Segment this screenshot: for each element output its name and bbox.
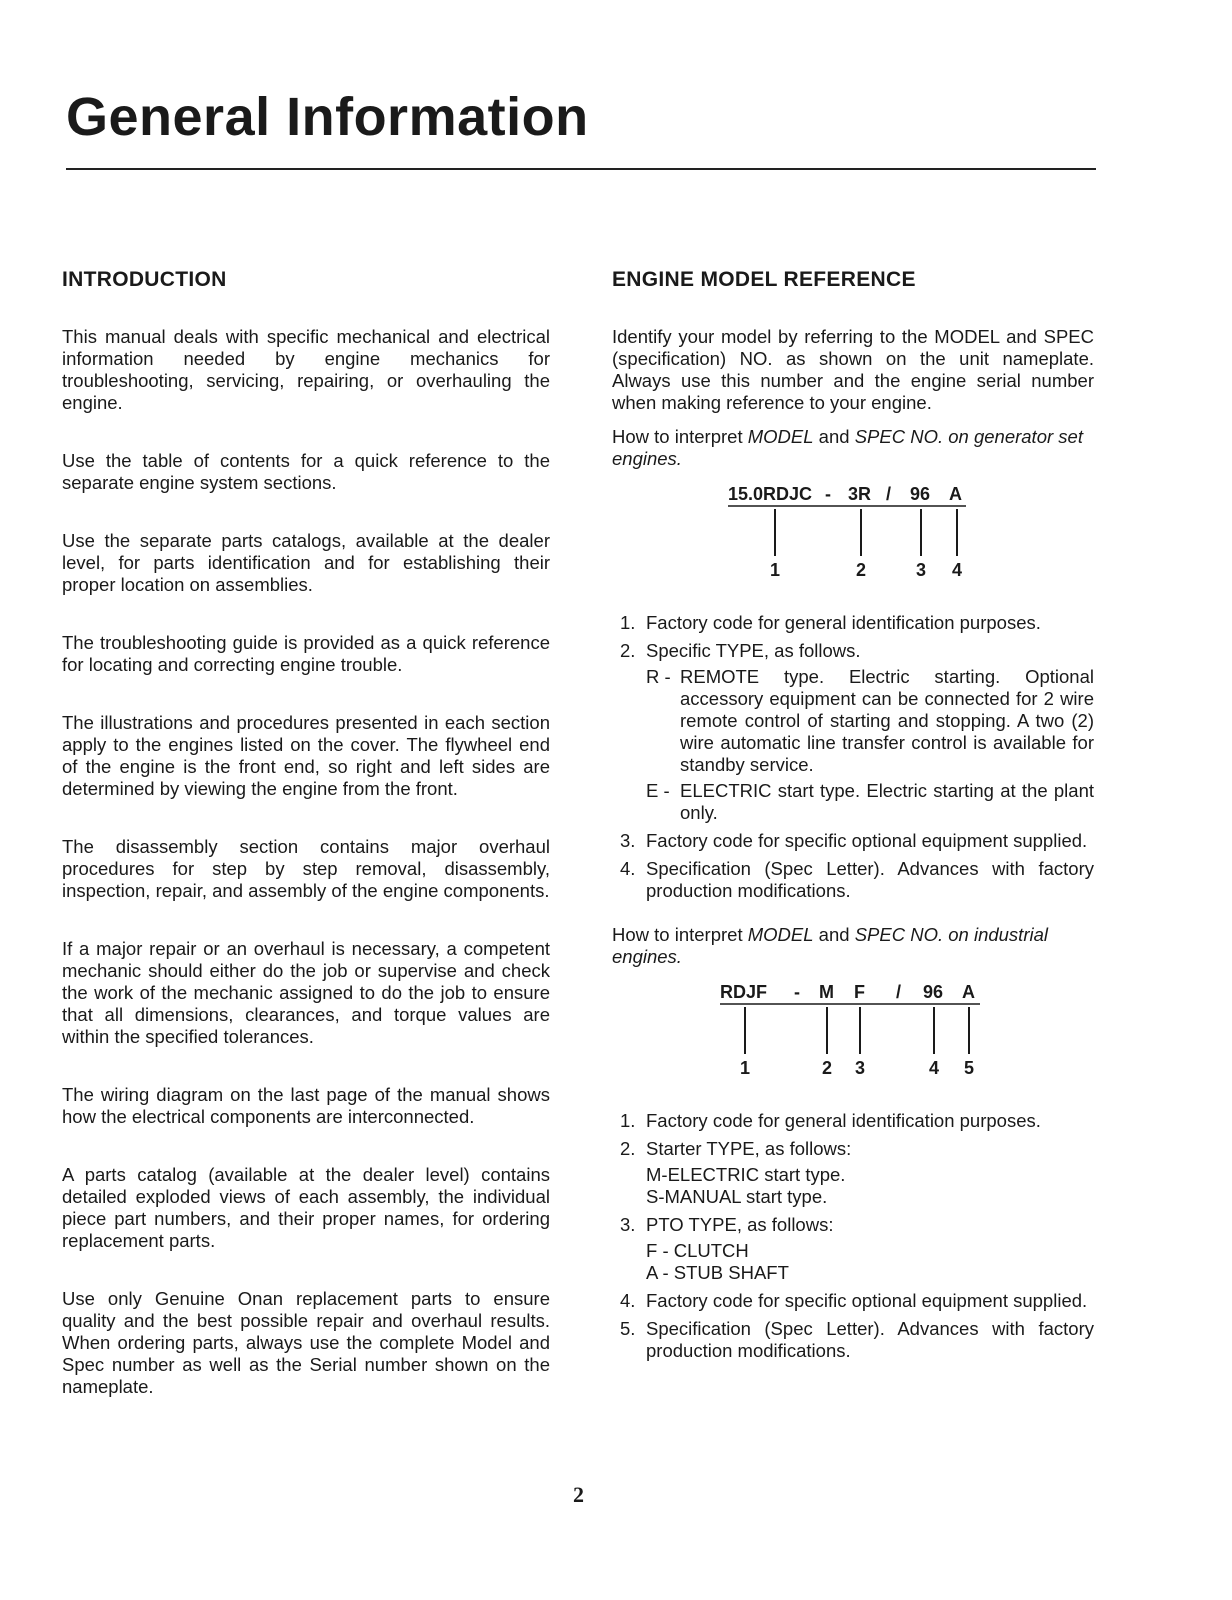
generator-model-diagram — [612, 482, 1094, 594]
engine-model-reference-section — [612, 268, 1094, 1368]
gen-number-3: 3 — [916, 560, 927, 580]
ind-code-part-4: 96 — [923, 982, 944, 1002]
gen-code-part-1: 15.0RDJC — [728, 484, 813, 504]
pto-type-clutch: F - CLUTCH — [646, 1240, 749, 1261]
ind-code-part-3: F — [854, 982, 865, 1002]
intro-paragraph-7: If a major repair or an overhaul is necessary, a competent mechanic should either do the job or supervise and check the work of the mechanic assigned to do the job to ensure that all dimensions, clearances, and torque values are within the specified tolerances. — [62, 938, 550, 1047]
ind-code-dash: - — [794, 982, 800, 1002]
industrial-model-diagram — [612, 980, 1094, 1092]
intro-paragraph-3: Use the separate parts catalogs, available at the dealer level, for parts identification and for establishing their proper location on assemblies. — [62, 530, 550, 595]
gen-number-2: 2 — [856, 560, 867, 580]
intro-paragraph-8: The wiring diagram on the last page of the manual shows how the electrical components are interconnected. — [62, 1084, 550, 1127]
ind-number-1: 1 — [740, 1058, 751, 1078]
ind-number-5: 5 — [964, 1058, 975, 1078]
starter-type-electric: M-ELECTRIC start type. — [646, 1164, 846, 1185]
starter-type-list — [646, 1164, 1094, 1208]
type-item-electric: E - ELECTRIC start type. Electric starting at the plant only. — [646, 780, 1094, 823]
starter-type-manual: S-MANUAL start type. — [646, 1186, 828, 1207]
intro-paragraph-6: The disassembly section contains major overhaul procedures for step by step removal, disassembly, inspection, repair, and assembly of the engine components. — [62, 836, 550, 901]
list-item: 2. Starter TYPE, as follows: M-ELECTRIC start type. S-MANUAL start type. — [612, 1138, 1094, 1208]
list-item: 5. Specification (Spec Letter). Advances with factory production modifications. — [620, 1318, 1094, 1361]
page-number: 2 — [573, 1482, 584, 1507]
gen-number-1: 1 — [770, 560, 781, 580]
gen-code-part-4: A — [949, 484, 962, 504]
list-item: 3. PTO TYPE, as follows: F - CLUTCH A - STUB SHAFT — [612, 1214, 1094, 1284]
introduction-heading: INTRODUCTION — [62, 268, 227, 291]
list-item: 2. Specific TYPE, as follows. R - REMOTE type. Electric starting. Optional accessory equipment can be connected for 2 wire remote control of starting and stopping. A two (2) wire automatic line transfer control is available for standby service. E - ELECTRIC start type. Electric starting at the plant only. — [620, 640, 1094, 823]
generator-type-list — [646, 666, 1094, 824]
gen-code-part-2: 3R — [848, 484, 872, 504]
page-title: General Information — [66, 87, 589, 147]
ind-code-part-2: M — [819, 982, 834, 1002]
intro-paragraph-4: The troubleshooting guide is provided as a quick reference for locating and correcting engine trouble. — [62, 632, 550, 675]
ind-code-part-1: RDJF — [720, 982, 768, 1002]
engine-model-heading: ENGINE MODEL REFERENCE — [612, 268, 916, 291]
introduction-section — [62, 268, 550, 1434]
intro-paragraph-1: This manual deals with specific mechanical and electrical information needed by engine mechanics for troubleshooting, servicing, repairing, or overhauling the engine. — [62, 326, 550, 413]
list-item: 1. Factory code for general identification purposes. — [620, 612, 1041, 633]
list-item: 4. Specification (Spec Letter). Advances with factory production modifications. — [620, 858, 1094, 901]
industrial-howto: How to interpret MODEL and SPEC NO. on industrial engines. — [612, 924, 1048, 967]
industrial-code-list — [612, 1110, 1094, 1362]
list-item: 1. Factory code for general identification purposes. — [620, 1110, 1041, 1131]
list-item: 3. Factory code for specific optional equipment supplied. — [620, 830, 1088, 851]
ind-number-2: 2 — [822, 1058, 833, 1078]
gen-code-part-3: 96 — [910, 484, 931, 504]
ind-number-4: 4 — [929, 1058, 940, 1078]
pto-type-list — [646, 1240, 1094, 1284]
engine-model-intro: Identify your model by referring to the MODEL and SPEC (specification) NO. as shown on the unit nameplate. Always use this number and the engine serial number when making reference to your engine. — [612, 326, 1094, 413]
type-item-remote: R - REMOTE type. Electric starting. Optional accessory equipment can be connected for 2 wire remote control of starting and stopping. A two (2) wire automatic line transfer control is available for standby service. — [646, 666, 1094, 775]
gen-number-4: 4 — [952, 560, 963, 580]
intro-paragraph-2: Use the table of contents for a quick reference to the separate engine system sections. — [62, 450, 550, 493]
generator-code-list — [612, 612, 1094, 902]
intro-paragraph-5: The illustrations and procedures presented in each section apply to the engines listed on the cover. The flywheel end of the engine is the front end, so right and left sides are determined by viewing the engine from the front. — [62, 712, 550, 799]
gen-code-dash: - — [825, 484, 831, 504]
ind-code-slash: / — [896, 982, 902, 1002]
generator-howto: How to interpret MODEL and SPEC NO. on generator set engines. — [612, 426, 1083, 469]
gen-code-slash: / — [886, 484, 892, 504]
intro-paragraph-10: Use only Genuine Onan replacement parts to ensure quality and the best possible repair and overhaul results. When ordering parts, always use the complete Model and Spec number as well as the Serial number shown on the nameplate. — [62, 1288, 550, 1397]
ind-code-part-5: A — [962, 982, 975, 1002]
intro-paragraph-9: A parts catalog (available at the dealer level) contains detailed exploded views of each assembly, the individual piece part numbers, and their proper names, for ordering replacement parts. — [62, 1164, 550, 1251]
title-divider — [66, 168, 1096, 170]
ind-number-3: 3 — [855, 1058, 866, 1078]
list-item: 4. Factory code for specific optional equipment supplied. — [620, 1290, 1088, 1311]
pto-type-stub-shaft: A - STUB SHAFT — [646, 1262, 789, 1283]
